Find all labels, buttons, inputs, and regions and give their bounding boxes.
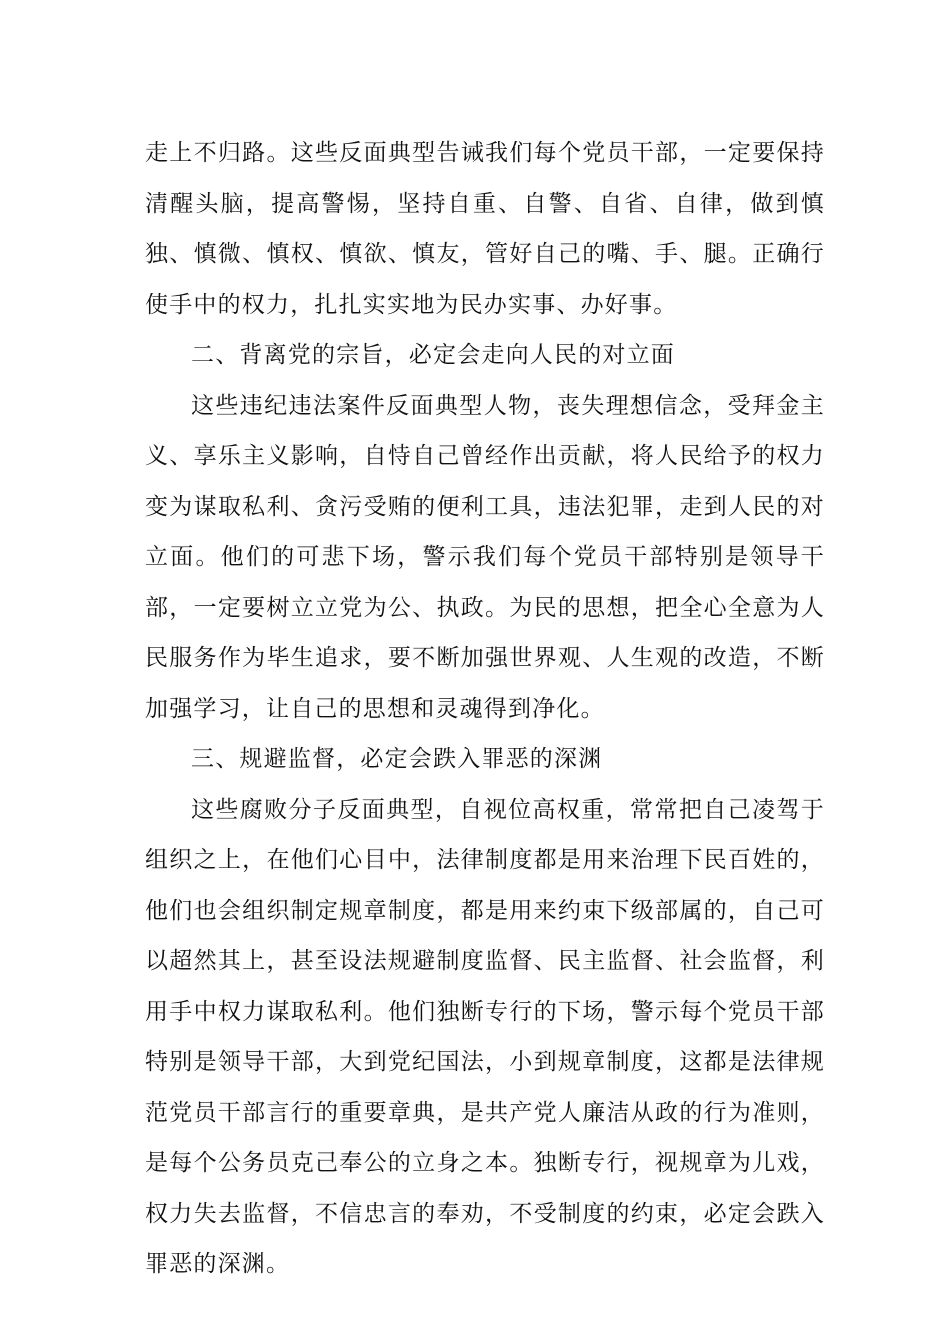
paragraph-section-two: 这些违纪违法案件反面典型人物，丧失理想信念，受拜金主义、享乐主义影响，自恃自己曾经作出贡献，将人民给予的权力变为谋取私利、贪污受贿的便利工具，违法犯罪，走到人民的对立面。他们的可悲下场，警示我们每个党员干部特别是领导干部，一定要树立立党为公、执政。为民的思想，把全心全意为人民服务作为毕生追求，要不断加强世界观、人生观的改造，不断加强学习，让自己的思想和灵魂得到净化。 [145, 392, 825, 722]
section-heading-three: 三、规避监督，必定会跌入罪恶的深渊 [191, 746, 603, 772]
paragraph-intro-continuation: 走上不归路。这些反面典型告诫我们每个党员干部，一定要保持清醒头脑，提高警惕，坚持自重、自警、自省、自律，做到慎独、慎微、慎权、慎欲、慎友，管好自己的嘴、手、腿。正确行使手中的权力，扎扎实实地为民办实事、办好事。 [145, 140, 825, 318]
section-heading-two: 二、背离党的宗旨，必定会走向人民的对立面 [191, 342, 675, 368]
document-body [145, 128, 825, 1290]
paragraph-section-three: 这些腐败分子反面典型，自视位高权重，常常把自己凌驾于组织之上，在他们心目中，法律制度都是用来治理下民百姓的，他们也会组织制定规章制度，都是用来约束下级部属的，自己可以超然其上，甚至设法规避制度监督、民主监督、社会监督，利用手中权力谋取私利。他们独断专行的下场，警示每个党员干部特别是领导干部，大到党纪国法，小到规章制度，这都是法律规范党员干部言行的重要章典，是共产党人廉洁从政的行为准则，是每个公务员克己奉公的立身之本。独断专行，视规章为儿戏，权力失去监督，不信忠言的奉劝，不受制度的约束，必定会跌入罪恶的深渊。 [145, 796, 825, 1277]
